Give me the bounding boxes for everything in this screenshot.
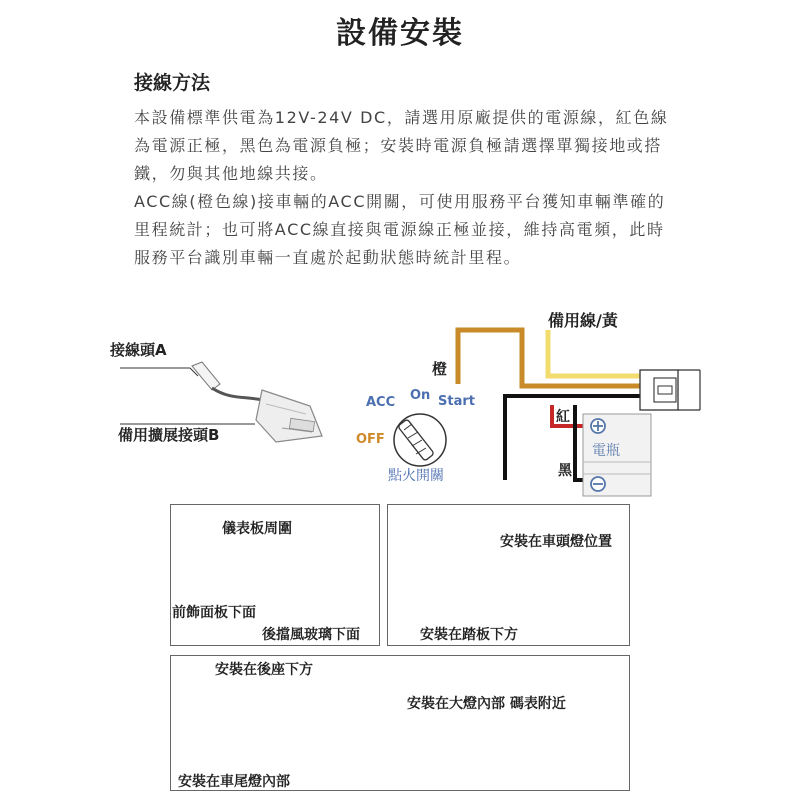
moto-headlight-label: 安裝在大燈內部 碼表附近 [407, 696, 566, 712]
switch-acc-label: ACC [366, 395, 396, 410]
battery-label: 電瓶 [592, 443, 620, 459]
ignition-switch-label: 點火開關 [388, 468, 444, 484]
switch-start-label: Start [438, 394, 475, 409]
connector-a-label: 接線頭A [110, 341, 167, 359]
switch-on-label: On [410, 388, 431, 403]
page-title: 設備安裝 [336, 16, 464, 51]
ignition-key-icon [394, 414, 446, 466]
moto-rear-seat-label: 安裝在後座下方 [215, 662, 313, 678]
connector-plug [640, 370, 700, 410]
connector-b-label: 備用擴展接頭B [118, 426, 220, 444]
moto-tail-light-label: 安裝在車尾燈內部 [178, 774, 290, 790]
spare-wire-label: 備用線/黃 [548, 311, 618, 330]
red-wire-label: 紅 [556, 409, 570, 425]
section-heading: 接線方法 [134, 72, 211, 94]
switch-off-label: OFF [356, 432, 385, 447]
black-wire-label: 黑 [558, 463, 572, 479]
scooter-footboard-label: 安裝在踏板下方 [420, 627, 518, 643]
car-front-panel-label: 前飾面板下面 [172, 605, 256, 621]
orange-wire-label: 橙 [432, 360, 448, 378]
car-rear-glass-label: 後擋風玻璃下面 [262, 627, 360, 643]
car-dashboard-label: 儀表板周圍 [222, 521, 292, 537]
scooter-headlight-label: 安裝在車頭燈位置 [500, 534, 612, 550]
paragraph-power: 本設備標準供電為12V-24V DC，請選用原廠提供的電源線，紅色線為電源正極，黑色為電源負極；安裝時電源負極請選擇單獨接地或搭鐵，勿與其他地線共接。 [134, 108, 669, 183]
paragraph-acc: ACC線(橙色線)接車輛的ACC開關，可使用服務平台獲知車輛準確的里程統計；也可將ACC線直接與電源線正極並接，維持高電頻，此時服務平台識別車輛一直處於起動狀態時統計里程。 [134, 192, 666, 267]
spare-wire-yellow [548, 330, 640, 376]
